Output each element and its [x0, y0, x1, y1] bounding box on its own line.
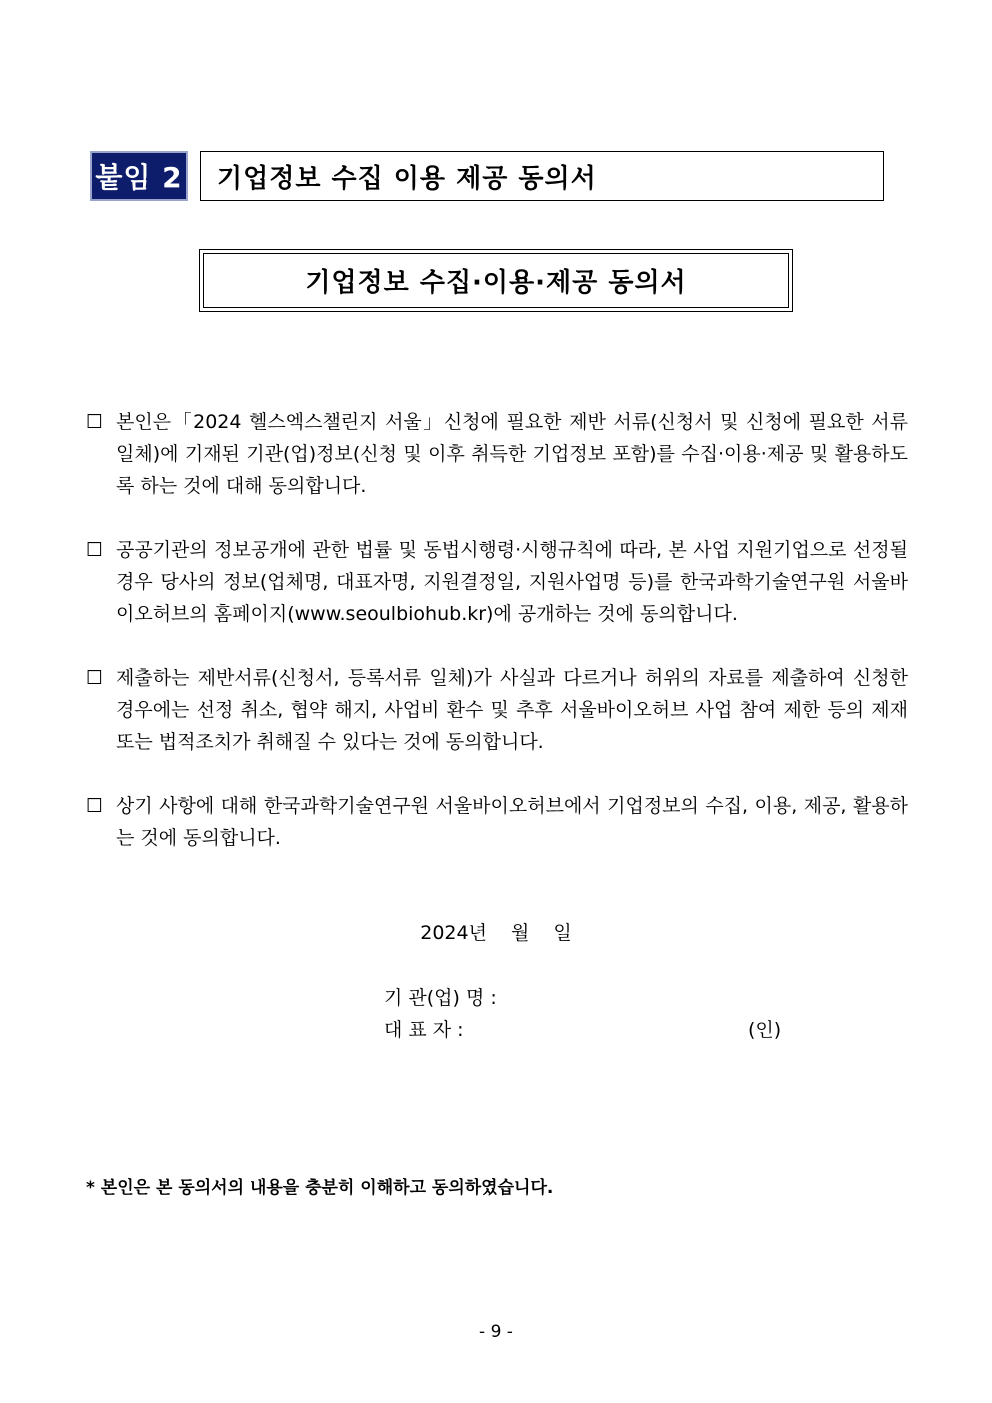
footnote: * 본인은 본 동의서의 내용을 충분히 이해하고 동의하였습니다.: [86, 1178, 554, 1198]
checkbox-icon[interactable]: ☐: [86, 411, 104, 433]
consent-paragraph-4: [86, 790, 908, 854]
consent-paragraph-2: [86, 534, 908, 630]
attachment-badge: 붙임 2: [90, 151, 188, 201]
date-line: 2024년 월 일: [420, 922, 572, 944]
consent-paragraph-1: [86, 406, 908, 502]
page-number: - 9 -: [479, 1322, 513, 1342]
checkbox-icon[interactable]: ☐: [86, 539, 104, 561]
document-title: 기업정보 수집·이용·제공 동의서: [203, 253, 789, 308]
representative-label: 대 표 자 :: [384, 1019, 464, 1041]
consent-text-3: 제출하는 제반서류(신청서, 등록서류 일체)가 사실과 다르거나 허위의 자료를 제출하여 신청한 경우에는 선정 취소, 협약 해지, 사업비 환수 및 추후 서울바이오허브 사업 참여 제한 등의 제재 또는 법적조치가 취해질 수 있다는 것에 동의합니다.: [116, 667, 908, 753]
consent-paragraph-3: [86, 662, 908, 758]
consent-text-1: 본인은「2024 헬스엑스챌린지 서울」신청에 필요한 제반 서류(신청서 및 신청에 필요한 서류 일체)에 기재된 기관(업)정보(신청 및 이후 취득한 기업정보 포함)를 수집·이용·제공 및 활용하도록 하는 것에 대해 동의합니다.: [116, 411, 908, 497]
document-title-box: [199, 249, 793, 312]
checkbox-icon[interactable]: ☐: [86, 795, 104, 817]
header-title: 기업정보 수집 이용 제공 동의서: [200, 151, 884, 201]
org-name-label: 기 관(업) 명 :: [384, 987, 497, 1009]
consent-text-2: 공공기관의 정보공개에 관한 법률 및 동법시행령·시행규칙에 따라, 본 사업 지원기업으로 선정될 경우 당사의 정보(업체명, 대표자명, 지원결정일, 지원사업명 등)를 한국과학기술연구원 서울바이오허브의 홈페이지(www.seoulbiohub.kr)에 공개하는 것에 동의합니다.: [116, 539, 908, 625]
checkbox-icon[interactable]: ☐: [86, 667, 104, 689]
seal-mark: (인): [748, 1019, 782, 1041]
consent-text-4: 상기 사항에 대해 한국과학기술연구원 서울바이오허브에서 기업정보의 수집, 이용, 제공, 활용하는 것에 동의합니다.: [116, 795, 908, 849]
